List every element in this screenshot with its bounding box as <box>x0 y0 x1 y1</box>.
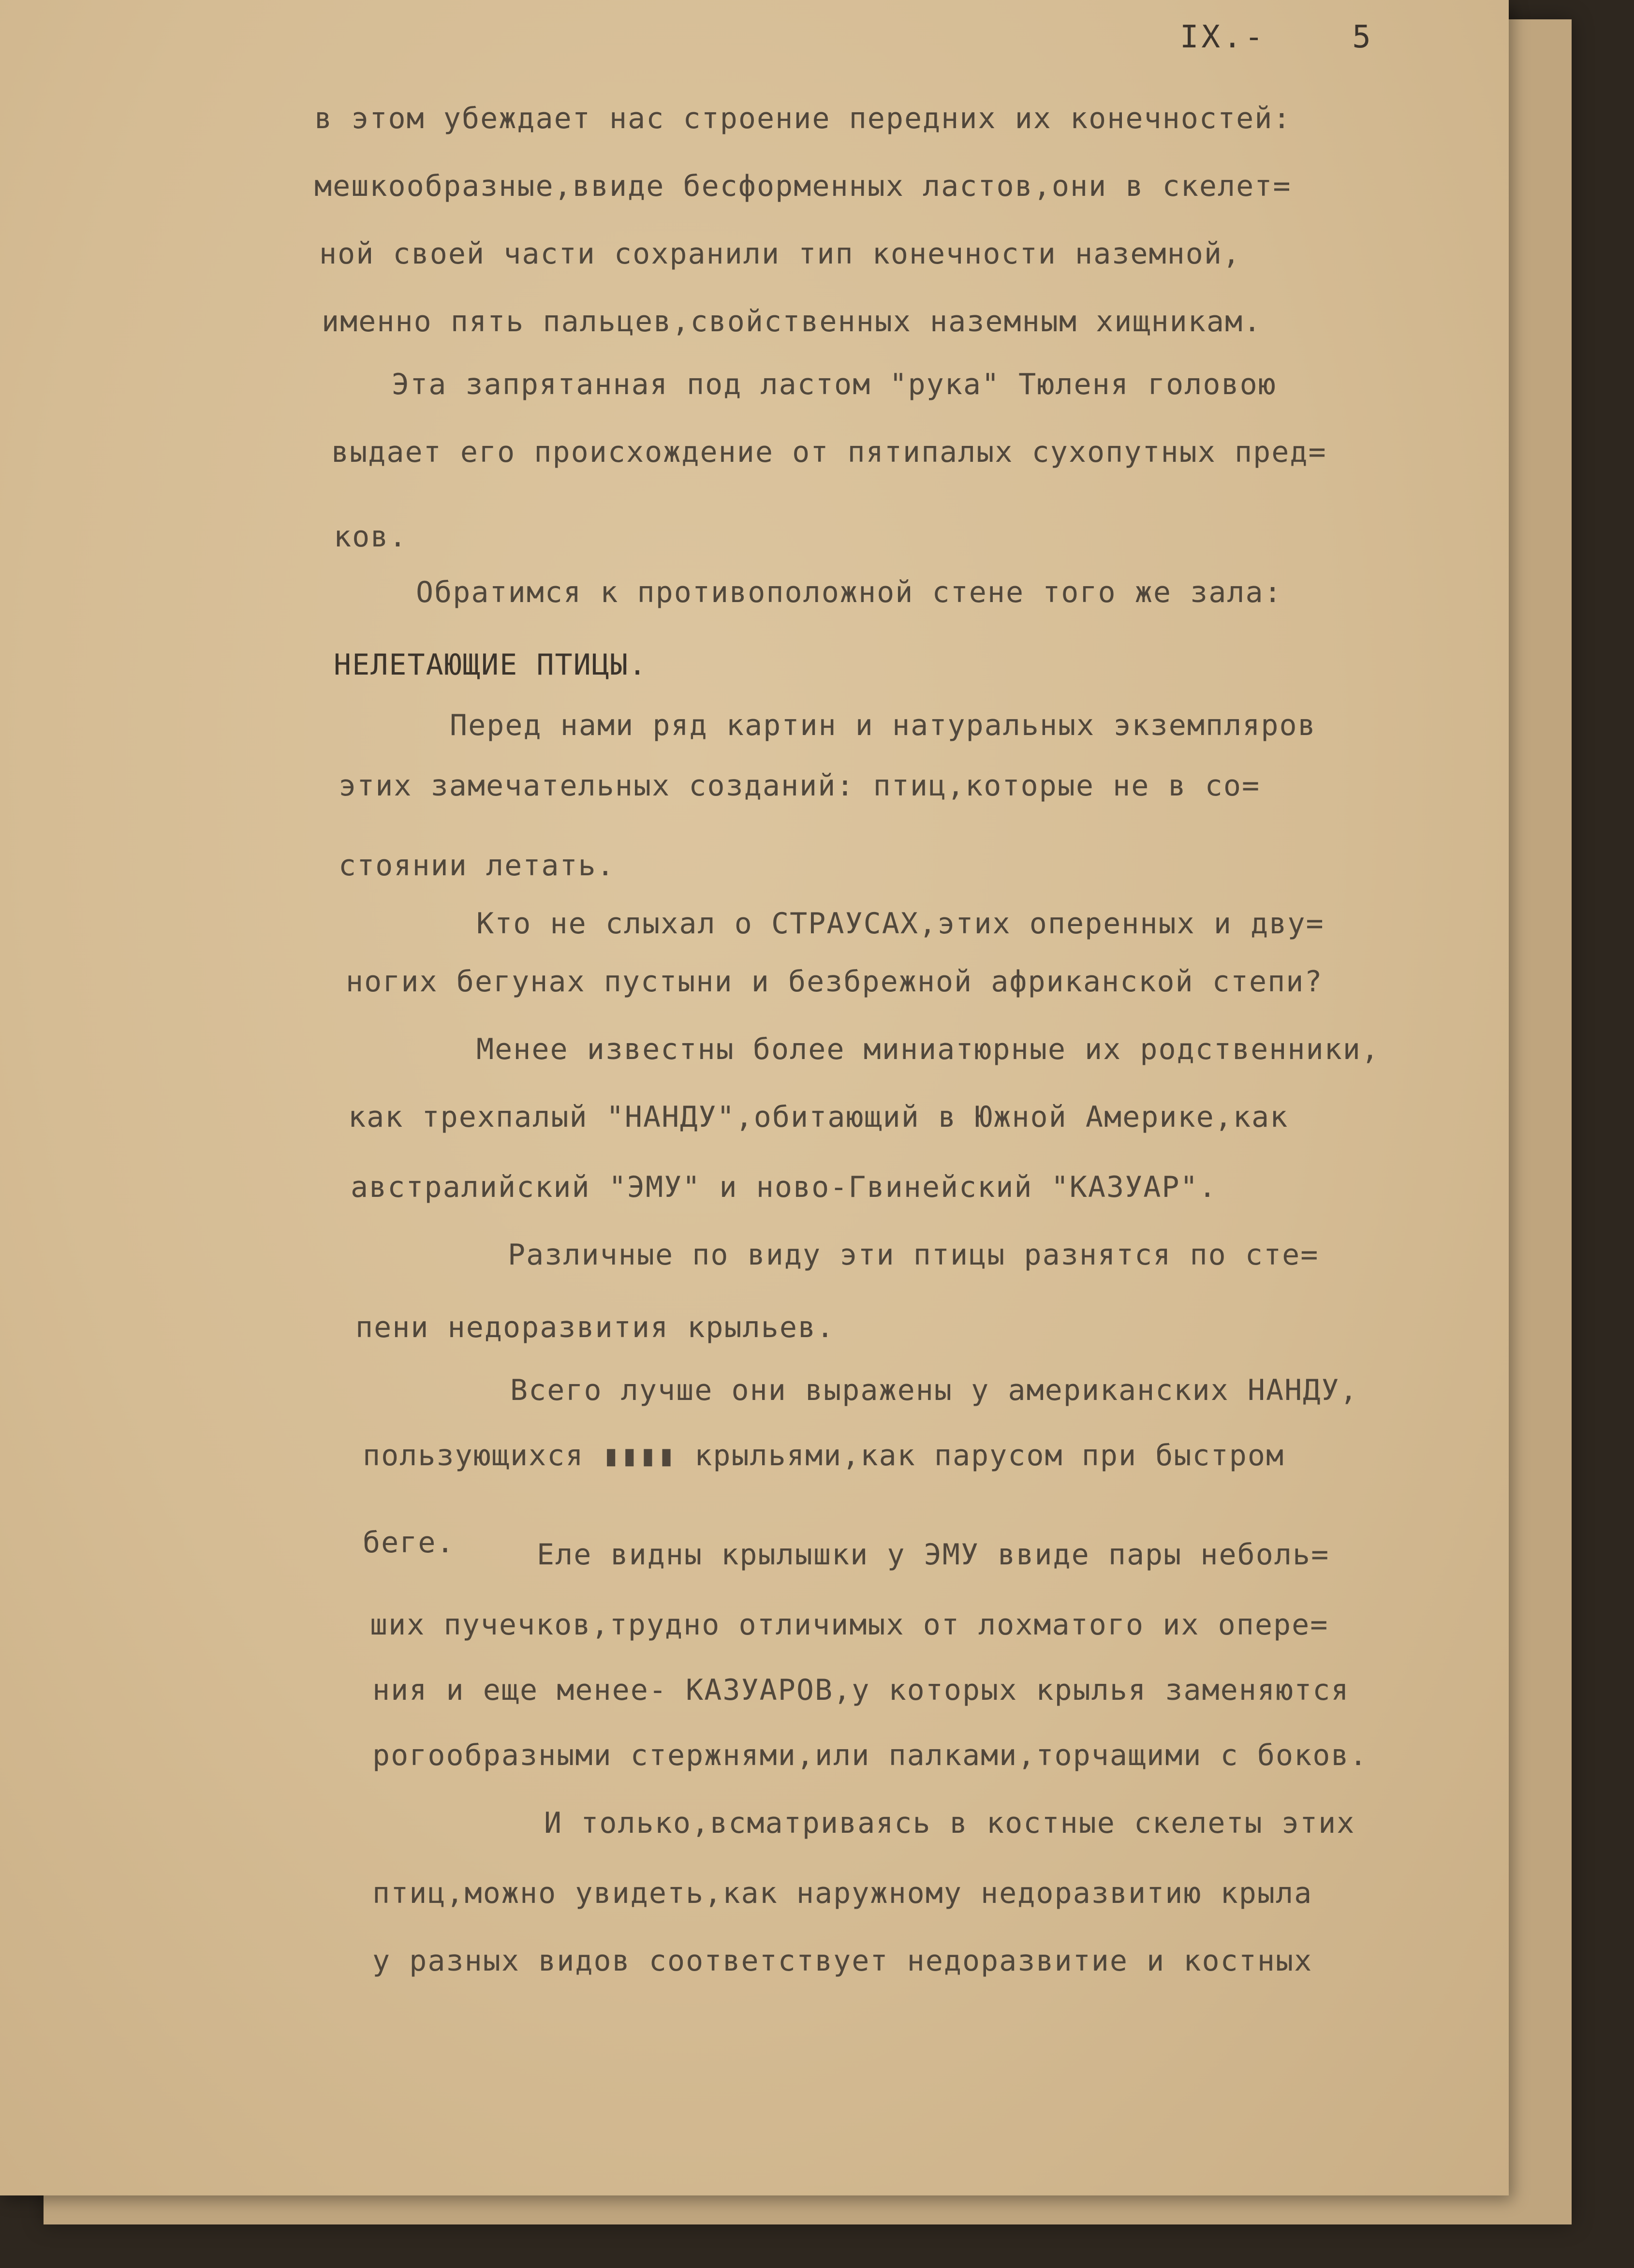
text-line: австралийский "ЭМУ" и ново-Гвинейский "КАЗУАР". <box>351 1170 1217 1204</box>
text-line: пени недоразвития крыльев. <box>355 1311 835 1344</box>
text-line: рогообразными стержнями,или палками,торчащими с боков. <box>372 1738 1368 1772</box>
text-line: ной своей части сохранили тип конечности наземной, <box>319 237 1241 271</box>
text-line: Кто не слыхал о СТРАУСАХ,этих оперенных и дву= <box>476 907 1325 941</box>
text-line: ногих бегунах пустыни и безбрежной африканской степи? <box>346 965 1323 999</box>
text-line: в этом убеждает нас строение передних их конечностей: <box>314 102 1292 135</box>
text-line: этих замечательных созданий: птиц,которые не в со= <box>339 769 1261 803</box>
text-line: ков. <box>334 520 408 554</box>
page-number: IX.- 5 <box>1180 19 1374 55</box>
text-line: ших пучечков,трудно отличимых от лохматого их опере= <box>370 1608 1329 1642</box>
text-line: Перед нами ряд картин и натуральных экземпляров <box>450 708 1316 742</box>
text-line: Обратимся к противоположной стене того же зала: <box>416 575 1282 609</box>
text-line: у разных видов соответствует недоразвитие и костных <box>372 1944 1313 1978</box>
text-line: беге. <box>363 1526 455 1560</box>
text-line: Менее известны более миниатюрные их родственники, <box>476 1032 1380 1066</box>
text-line: Эта запрятанная под ластом "рука" Тюленя головою <box>392 368 1277 401</box>
text-line: Различные по виду эти птицы разнятся по сте= <box>508 1238 1319 1272</box>
text-line: птиц,можно увидеть,как наружному недоразвитию крыла <box>372 1876 1313 1910</box>
section-heading: НЕЛЕТАЮЩИЕ ПТИЦЫ. <box>334 648 648 682</box>
text-line: пользующихся ▮▮▮▮ крыльями,как парусом при быстром <box>363 1439 1285 1473</box>
text-line: Всего лучше они выражены у американских НАНДУ, <box>510 1373 1358 1407</box>
text-line: Еле видны крылышки у ЭМУ ввиде пары неболь= <box>537 1538 1330 1572</box>
text-line: И только,всматриваясь в костные скелеты этих <box>544 1806 1355 1840</box>
text-line: ния и еще менее- КАЗУАРОВ,у которых крылья заменяются <box>372 1673 1350 1707</box>
text-line: выдает его происхождение от пятипалых сухопутных пред= <box>331 435 1327 469</box>
text-line: стоянии летать. <box>339 849 615 883</box>
text-line: именно пять пальцев,свойственных наземным хищникам. <box>322 305 1262 339</box>
text-line: как трехпалый "НАНДУ",обитающий в Южной Америке,как <box>348 1100 1289 1134</box>
text-line: мешкообразные,ввиде бесформенных ластов,они в скелет= <box>314 169 1292 203</box>
